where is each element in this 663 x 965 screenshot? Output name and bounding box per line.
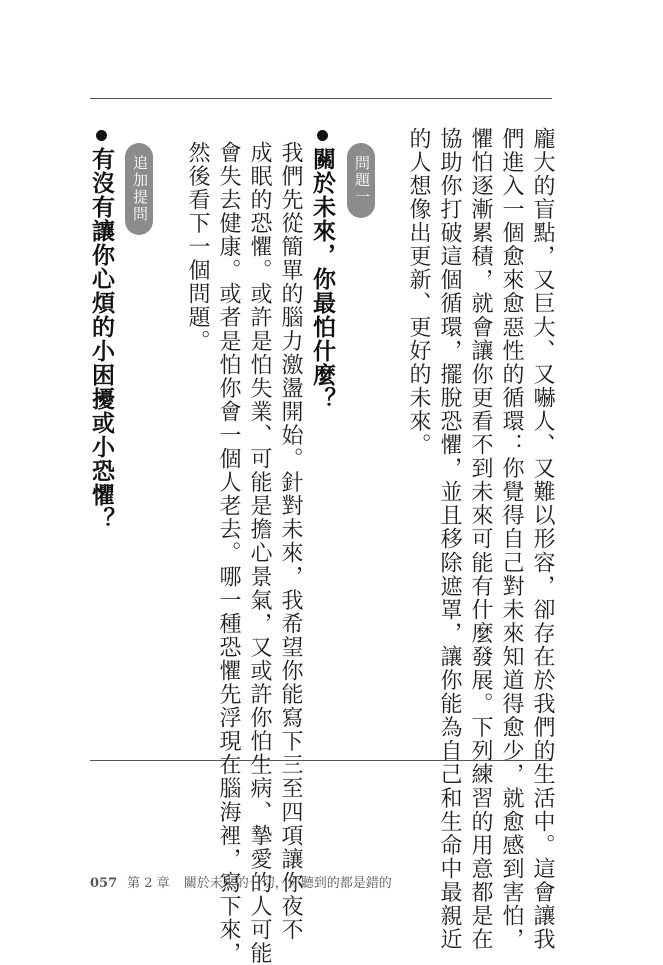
bullet-icon xyxy=(96,130,107,141)
page-number: 057 xyxy=(90,876,118,891)
question-one-body-line: 會失去健康。或者是怕你會一個人老去。哪一種恐懼先浮現在腦海裡，寫下來， xyxy=(216,141,241,965)
top-rule xyxy=(90,98,552,99)
follow-up-heading-text: 有沒有讓你心煩的小困擾或小恐懼？ xyxy=(88,147,114,531)
question-one-heading xyxy=(310,130,333,411)
paragraph-line: 懼怕逐漸累積，就會讓你更看不到未來可能有什麼發展。下列練習的用意都是在 xyxy=(468,127,493,952)
question-one-body-line: 成眠的恐懼。或許是怕失業、可能是擔心景氣，又或許你怕生病、摯愛的人可能 xyxy=(247,141,272,965)
question-one-heading-text: 關於未來，你最怕什麼？ xyxy=(309,147,335,411)
question-one-body-line: 我們先從簡單的腦力激盪開始。針對未來，我希望你能寫下三至四項讓你夜不 xyxy=(278,141,303,942)
paragraph-line: 協助你打破這個循環，擺脫恐懼，並且移除遮罩，讓你能為自己和生命中最親近 xyxy=(437,127,462,952)
follow-up-heading xyxy=(89,130,112,531)
page-footer xyxy=(90,872,392,891)
paragraph-line: 們進入一個愈來愈惡性的循環：你覺得自己對未來知道得愈少，就愈感到害怕， xyxy=(499,127,524,952)
bullet-icon xyxy=(317,130,328,141)
chapter-title: 關於未來的一切，你聽到的都是錯的 xyxy=(183,876,392,891)
follow-up-tag: 追加提問 xyxy=(125,143,153,235)
question-one-tag: 問題一 xyxy=(347,143,375,218)
paragraph-line: 的人想像出更新、更好的未來。 xyxy=(406,127,431,457)
paragraph-line: 龐大的盲點，又巨大、又嚇人、又難以形容，卻存在於我們的生活中。這會讓我 xyxy=(530,127,555,952)
chapter-label: 第 2 章 xyxy=(127,876,170,891)
question-one-body-line: 然後看下一個問題。 xyxy=(185,141,210,353)
